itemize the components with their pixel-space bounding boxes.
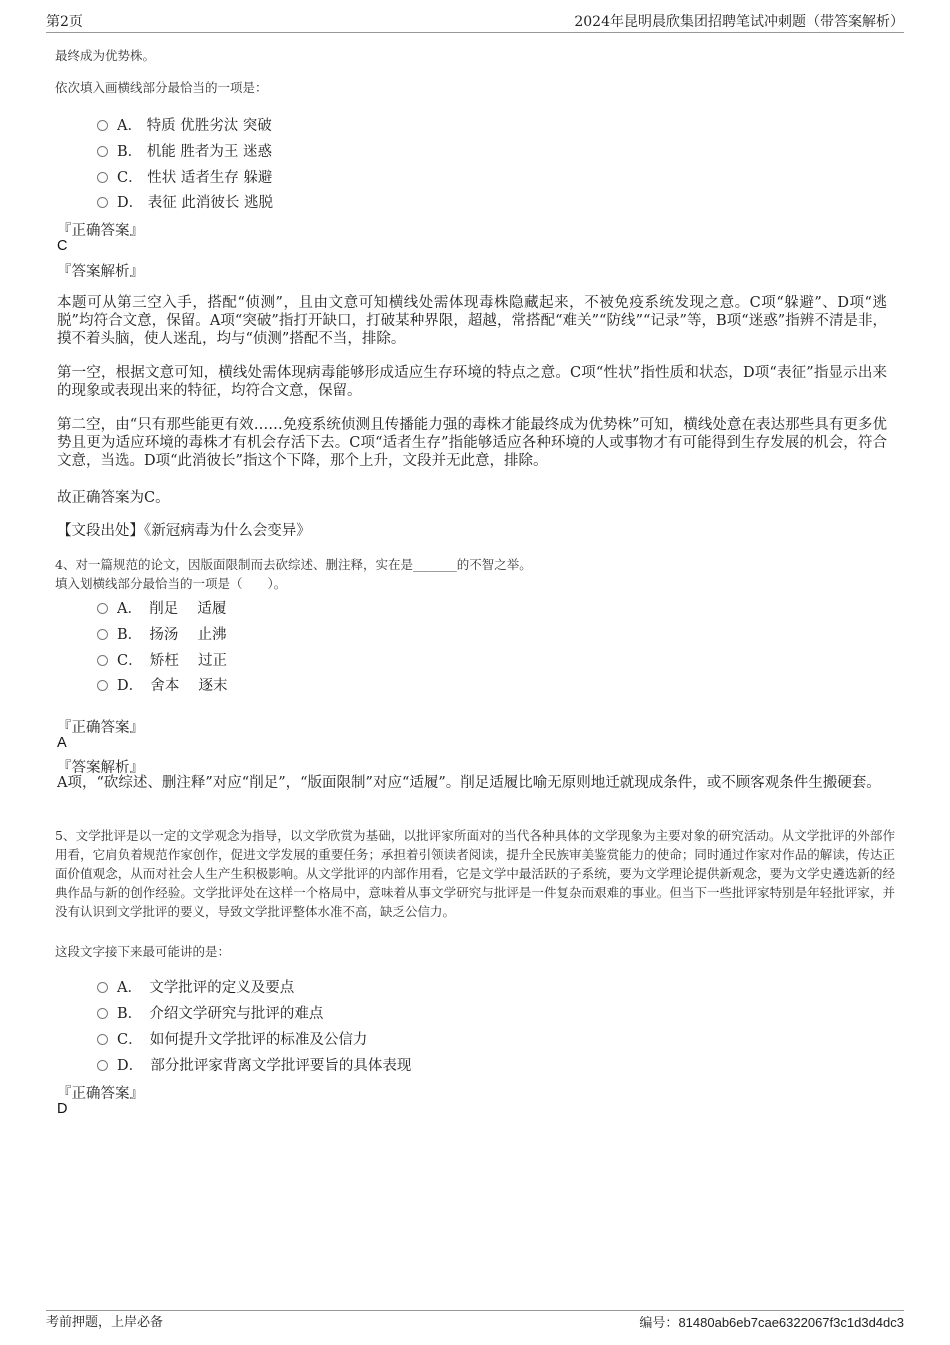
q3-option-d[interactable]: D． 表征 此消彼长 逃脱 <box>97 191 273 212</box>
q5-option-c[interactable]: C． 如何提升文学批评的标准及公信力 <box>97 1028 367 1049</box>
q5-answer: D <box>57 1101 68 1117</box>
q5-option-a[interactable]: A． 文学批评的定义及要点 <box>97 976 294 997</box>
radio-icon[interactable] <box>97 146 108 157</box>
q3-option-a[interactable]: A． 特质 优胜劣汰 突破 <box>97 114 272 135</box>
q5-prompt: 这段文字接下来最可能讲的是： <box>55 944 231 959</box>
q3-analysis-label: 『答案解析』 <box>57 264 144 280</box>
q4-analysis-label: 『答案解析』 <box>57 760 144 776</box>
q3-analysis-para-2: 第一空，根据文意可知，横线处需体现病毒能够形成适应生存环境的特点之意。C项“性状”指性质和状态，D项“表征”指显示出来的现象或表现出来的特征，均符合文意，保留。 <box>57 365 887 399</box>
q3-analysis-para-1: 本题可从第三空入手，搭配“侦测”，且由文意可知横线处需体现毒株隐藏起来，不被免疫系统发现之意。C项“躲避”、D项“逃脱”均符合文意，保留。A项“突破”指打开缺口，打破某种界限，超越，常搭配“难关”“防线”“记录”等，B项“迷惑”指辨不清是非，摸不着头脑，使人迷乱，均与“侦测”搭配不当，排除。 <box>57 295 887 347</box>
q4-option-a[interactable]: A． 削足 适履 <box>97 597 226 618</box>
q3-answer-label: 『正确答案』 <box>57 223 144 239</box>
document-code <box>639 1311 904 1336</box>
radio-icon[interactable] <box>97 1060 108 1071</box>
q5-answer-label: 『正确答案』 <box>57 1086 144 1102</box>
radio-icon[interactable] <box>97 197 108 208</box>
radio-icon[interactable] <box>97 172 108 183</box>
radio-icon[interactable] <box>97 1008 108 1019</box>
radio-icon[interactable] <box>97 120 108 131</box>
q3-option-b[interactable]: B． 机能 胜者为王 迷惑 <box>97 140 272 161</box>
radio-icon[interactable] <box>97 629 108 640</box>
q4-option-d[interactable]: D． 舍本 逐末 <box>97 674 227 695</box>
q3-analysis-para-3: 第二空，由“只有那些能更有效……免疫系统侦测且传播能力强的毒株才能最终成为优势株”可知，横线处意在表达那些具有更多优势且更为适应环境的毒株才有机会存活下去。C项“适者生存”指能够适应各种环境的人或事物才有可能得到生存发展的机会，符合文意，当选。D项“此消彼长”指这个下降，那个上升，文段并无此意，排除。 <box>57 417 887 469</box>
q3-conclusion: 故正确答案为C。 <box>57 490 170 506</box>
document-title: 2024年昆明晨欣集团招聘笔试冲刺题（带答案解析） <box>574 14 904 30</box>
q5-option-d[interactable]: D． 部分批评家背离文学批评要旨的具体表现 <box>97 1054 411 1075</box>
q4-answer-label: 『正确答案』 <box>57 720 144 736</box>
q4-option-b[interactable]: B． 扬汤 止沸 <box>97 623 227 644</box>
q3-prompt: 依次填入画横线部分最恰当的一项是： <box>55 80 268 95</box>
q4-analysis: A项，“砍综述、删注释”对应“削足”，“版面限制”对应“适履”。削足适履比喻无原则地迁就现成条件，或不顾客观条件生搬硬套。 <box>57 775 881 791</box>
q4-prompt: 填入划横线部分最恰当的一项是（ ）。 <box>55 576 287 591</box>
radio-icon[interactable] <box>97 982 108 993</box>
page-header <box>46 12 904 33</box>
code-value: 81480ab6eb7cae6322067f3c1d3d4dc3 <box>678 1315 904 1330</box>
q4-answer: A <box>57 735 67 751</box>
q4-option-c[interactable]: C． 矫枉 过正 <box>97 649 227 670</box>
q3-source: 【文段出处】《新冠病毒为什么会变异》 <box>57 523 311 539</box>
radio-icon[interactable] <box>97 1034 108 1045</box>
code-label: 编号： <box>639 1316 679 1331</box>
footer-slogan: 考前押题，上岸必备 <box>46 1315 164 1330</box>
page-number: 第2页 <box>46 14 83 30</box>
q3-tail-line: 最终成为优势株。 <box>55 48 156 63</box>
page-footer <box>46 1310 904 1335</box>
radio-icon[interactable] <box>97 655 108 666</box>
q3-answer: C <box>57 238 68 254</box>
q4-stem: 4、对一篇规范的论文，因版面限制而去砍综述、删注释，实在是_______的不智之举。 <box>55 557 532 572</box>
q3-option-c[interactable]: C． 性状 适者生存 躲避 <box>97 166 272 187</box>
radio-icon[interactable] <box>97 603 108 614</box>
q5-stem: 5、文学批评是以一定的文学观念为指导，以文学欣赏为基础，以批评家所面对的当代各种具体的文学现象为主要对象的研究活动。从文学批评的外部作用看，它肩负着规范作家创作，促进文学发展的重要任务；承担着引领读者阅读，提升全民族审美鉴赏能力的使命；同时通过作家对作品的解读，传达正面价值观念，从而对社会人生产生积极影响。从文学批评的内部作用看，它是文学中最活跃的子系统，要为文学理论提供新观念，要为文学史遴选新的经典作品与新的创作经验。文学批评处在这样一个格局中，意味着从事文学研究与批评是一件复杂而艰难的事业。但当下一些批评家特别是年轻批评家，并没有认识到文学批评的要义，导致文学批评整体水准不高，缺乏公信力。 <box>55 828 895 919</box>
radio-icon[interactable] <box>97 680 108 691</box>
q5-option-b[interactable]: B． 介绍文学研究与批评的难点 <box>97 1002 323 1023</box>
